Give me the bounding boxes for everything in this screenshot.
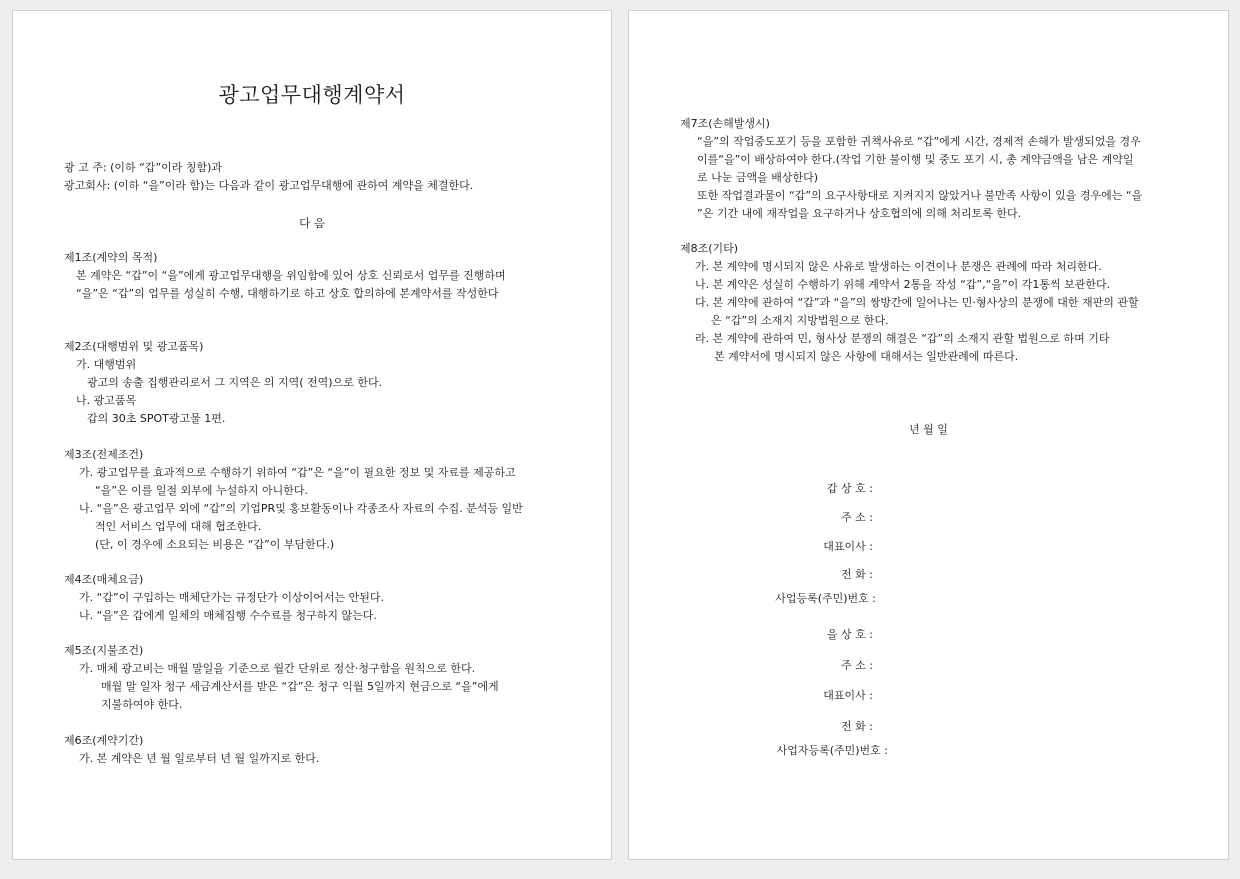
sign-eul-company-label: 을 상 호 : [826, 628, 873, 641]
sign-gap-regno-label: 사업등록(주민)번호 : [775, 592, 876, 605]
article-7-line: “을”의 작업중도포기 등을 포함한 귀책사유로 “갑”에게 시간, 경제적 손해가 발생되었을 경우 [697, 135, 1141, 148]
article-7-line: ”은 기간 내에 재작업을 요구하거나 상호협의에 의해 처리토록 한다. [697, 207, 1022, 220]
article-8-item: 라. 본 계약에 관하여 민, 형사상 분쟁의 해결은 “갑”의 소재지 관할 법원으로 하며 기타 [695, 332, 1110, 345]
article-1-line: “을”은 “갑”의 업무를 성실히 수행, 대행하기로 하고 상호 합의하에 본계약서를 작성한다 [76, 287, 499, 300]
article-2-item-text: 광고의 송출 집행관리로서 그 지역은 의 지역( 전역)으로 한다. [87, 376, 383, 389]
article-6-title: 제6조(계약기간) [64, 734, 144, 747]
article-4-item: 가. “갑”이 구입하는 매체단가는 규정단가 이상이어서는 안된다. [79, 591, 385, 604]
article-5-item: 가. 매체 광고비는 매월 말일을 기준으로 월간 단위로 정산·청구함을 원칙으로 한다. [79, 662, 476, 675]
article-7-line: 로 나눈 금액을 배상한다) [697, 171, 819, 184]
sign-eul-phone-label: 전 화 : [841, 720, 873, 733]
article-2-item: 나. 광고품목 [76, 394, 137, 407]
party-gap-line: 광 고 주: (이하 “갑”이라 칭함)과 [64, 161, 223, 174]
article-1-line: 본 계약은 “갑”이 “을”에게 광고업무대행을 위임함에 있어 상호 신뢰로서 업무를 진행하며 [76, 269, 506, 282]
contract-page-2 [628, 10, 1229, 860]
article-2-title: 제2조(대행범위 및 광고품목) [64, 340, 204, 353]
article-8-item: 다. 본 계약에 관하여 “갑”과 “을”의 쌍방간에 일어나는 민·형사상의 분쟁에 대한 재판의 관할 [695, 296, 1139, 309]
article-2-item-text: 갑의 30초 SPOT광고물 1편. [87, 412, 226, 425]
article-3-item: (단, 이 경우에 소요되는 비용은 “갑”이 부담한다.) [95, 538, 335, 551]
sign-gap-company-label: 갑 상 호 : [826, 482, 873, 495]
article-5-item: 지불하여야 한다. [101, 698, 183, 711]
contract-page-1 [12, 10, 612, 860]
article-4-item: 나. “을”은 갑에게 일체의 매체집행 수수료를 청구하지 않는다. [79, 609, 377, 622]
article-7-line: 또한 작업결과물이 “갑”의 요구사항대로 지켜지지 않았거나 불만족 사항이 있을 경우에는 “을 [697, 189, 1143, 202]
heading-daeum: 다 음 [299, 216, 325, 230]
sign-eul-address-label: 주 소 : [841, 659, 873, 672]
article-5-title: 제5조(지불조건) [64, 644, 144, 657]
document-title: 광고업무대행계약서 [218, 83, 406, 107]
article-3-item: 적인 서비스 업무에 대해 협조한다. [95, 520, 262, 533]
article-4-title: 제4조(매체요금) [64, 573, 144, 586]
sign-gap-phone-label: 전 화 : [841, 568, 873, 581]
article-6-item: 가. 본 계약은 년 월 일로부터 년 월 일까지로 한다. [79, 752, 320, 765]
article-8-title: 제8조(기타) [680, 242, 739, 255]
sign-gap-address-label: 주 소 : [841, 511, 873, 524]
sign-eul-ceo-label: 대표이사 : [823, 689, 873, 702]
article-7-title: 제7조(손해발생시) [680, 117, 770, 130]
article-2-item: 가. 대행범위 [76, 358, 137, 371]
sign-eul-regno-label: 사업자등록(주민)번호 : [776, 744, 888, 757]
sign-gap-ceo-label: 대표이사 : [823, 540, 873, 553]
article-8-item: 나. 본 계약은 성실히 수행하기 위해 계약서 2통을 작성 “갑”,“을”이 각1통씩 보관한다. [695, 278, 1111, 291]
article-7-line: 이를“을”이 배상하여야 한다.(작업 기한 불이행 및 중도 포기 시, 총 계약금액을 남은 계약일 [697, 153, 1134, 166]
article-8-item: 가. 본 계약에 명시되지 않은 사유로 발생하는 이견이나 분쟁은 관례에 따라 처리한다. [695, 260, 1102, 273]
party-eul-line: 광고회사: (이하 “을”이라 함)는 다음과 같이 광고업무대행에 관하여 계약을 체결한다. [64, 179, 474, 192]
contract-date: 년 월 일 [909, 423, 948, 436]
article-3-item: 가. 광고업무를 효과적으로 수행하기 위하여 “갑”은 “을”이 필요한 정보 및 자료를 제공하고 [79, 466, 516, 479]
article-8-item: 본 계약서에 명시되지 않은 사항에 대해서는 일반관례에 따른다. [714, 350, 1019, 363]
article-1-title: 제1조(계약의 목적) [64, 251, 158, 264]
article-3-title: 제3조(전제조건) [64, 448, 144, 461]
article-8-item: 은 “갑”의 소재지 지방법원으로 한다. [711, 314, 889, 327]
article-5-item: 매월 말 일자 청구 세금계산서를 받은 “갑”은 청구 익월 5일까지 현금으로 “을”에게 [101, 680, 499, 693]
article-3-item: 나. “을”은 광고업무 외에 “갑”의 기업PR및 홍보활동이나 각종조사 자료의 수집. 분석등 일반 [79, 502, 523, 515]
article-3-item: “을”은 이를 일절 외부에 누설하지 아니한다. [95, 484, 309, 497]
